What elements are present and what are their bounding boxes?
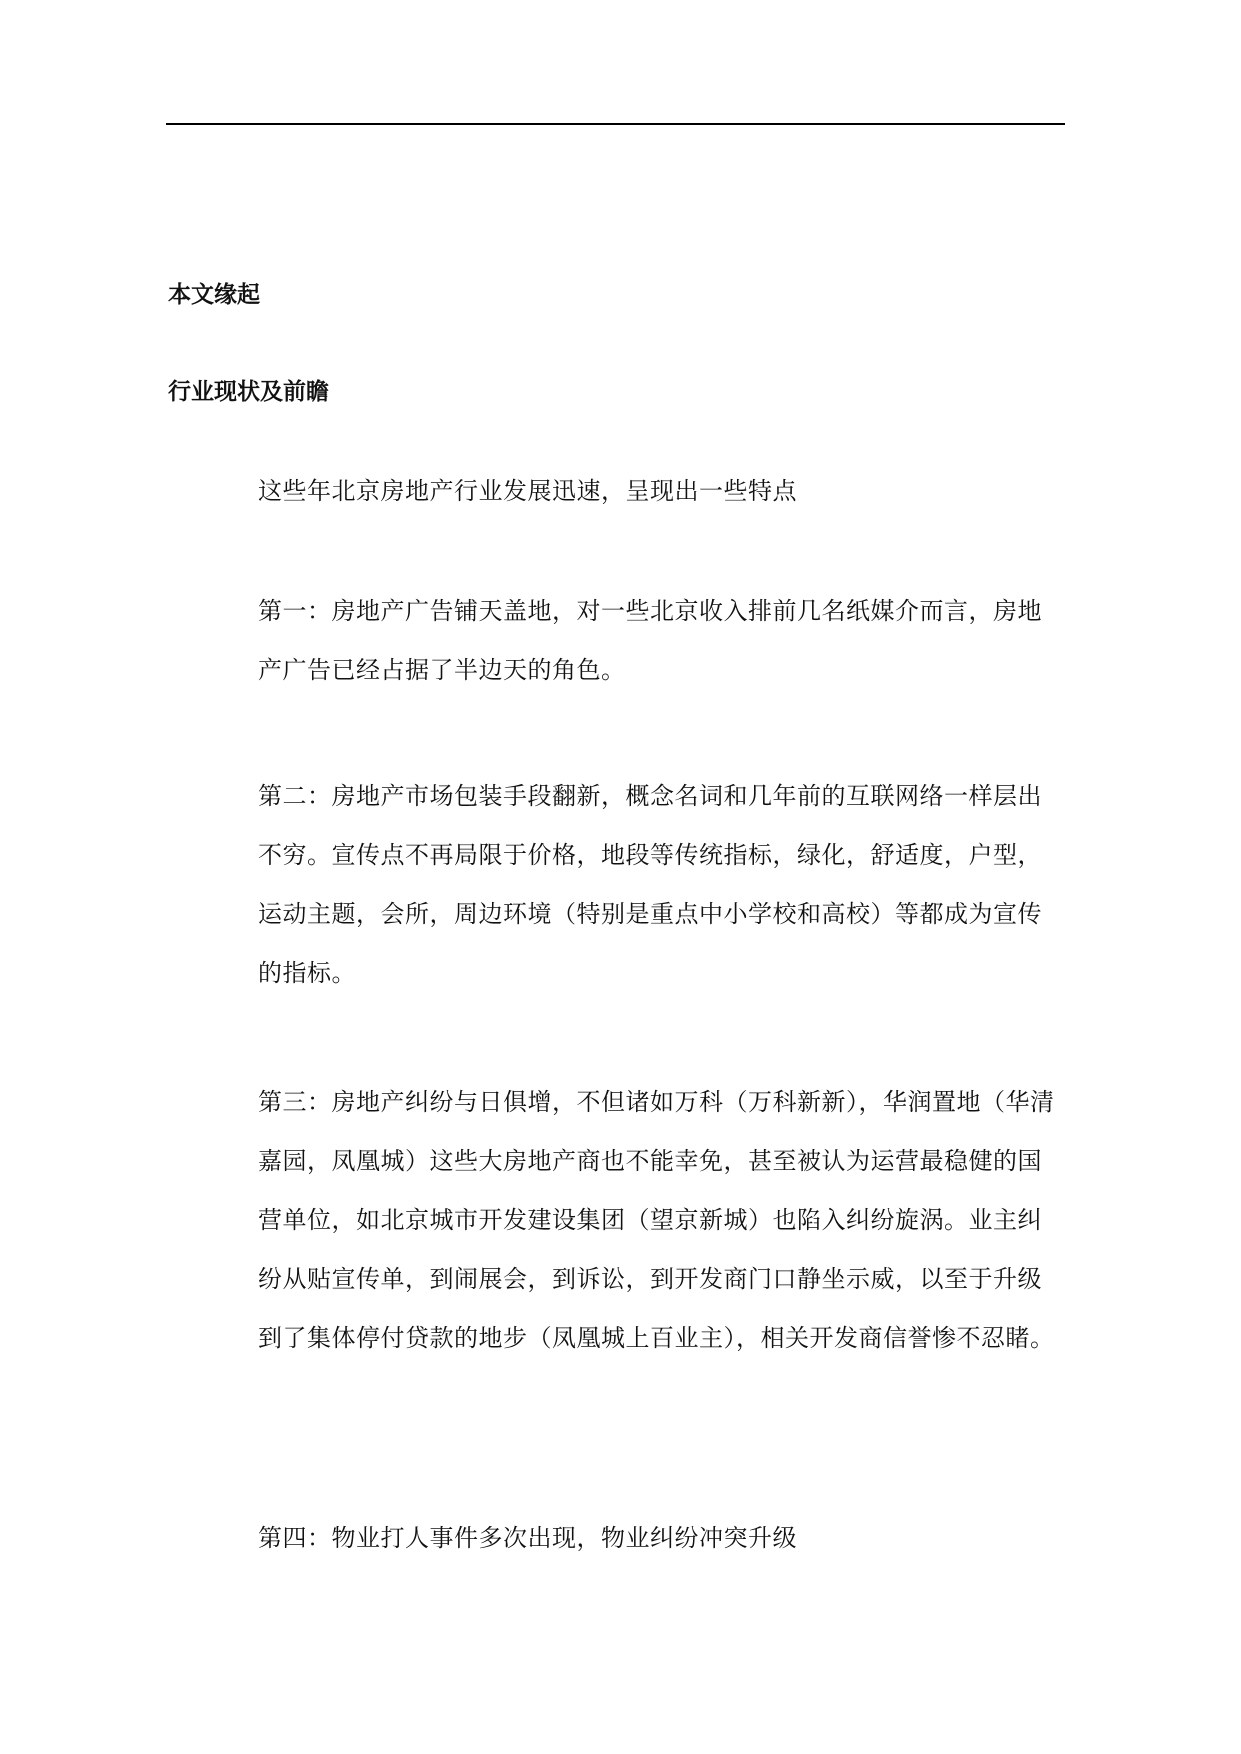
section-heading-industry: 行业现状及前瞻 bbox=[168, 379, 329, 405]
section-heading-origin: 本文缘起 bbox=[168, 282, 260, 308]
header-rule bbox=[166, 123, 1065, 125]
point-four-paragraph: 第四：物业打人事件多次出现，物业纠纷冲突升级 bbox=[258, 1524, 797, 1552]
intro-paragraph: 这些年北京房地产行业发展迅速，呈现出一些特点 bbox=[258, 477, 797, 505]
point-one-paragraph: 第一：房地产广告铺天盖地，对一些北京收入排前几名纸媒介而言，房地产广告已经占据了半边天的角色。 bbox=[258, 597, 1042, 684]
point-three-paragraph: 第三：房地产纠纷与日俱增，不但诸如万科（万科新新），华润置地（华清嘉园，凤凰城）这些大房地产商也不能幸免，甚至被认为运营最稳健的国营单位，如北京城市开发建设集团（望京新城）也陷入纠纷旋涡。业主纠纷从贴宣传单，到闹展会，到诉讼，到开发商门口静坐示威，以至于升级到了集体停付贷款的地步（凤凰城上百业主），相关开发商信誉惨不忍睹。 bbox=[258, 1088, 1055, 1352]
point-two-paragraph: 第二：房地产市场包装手段翻新，概念名词和几年前的互联网络一样层出不穷。宣传点不再局限于价格，地段等传统指标，绿化，舒适度，户型，运动主题，会所，周边环境（特别是重点中小学校和高校）等都成为宣传的指标。 bbox=[258, 782, 1042, 987]
